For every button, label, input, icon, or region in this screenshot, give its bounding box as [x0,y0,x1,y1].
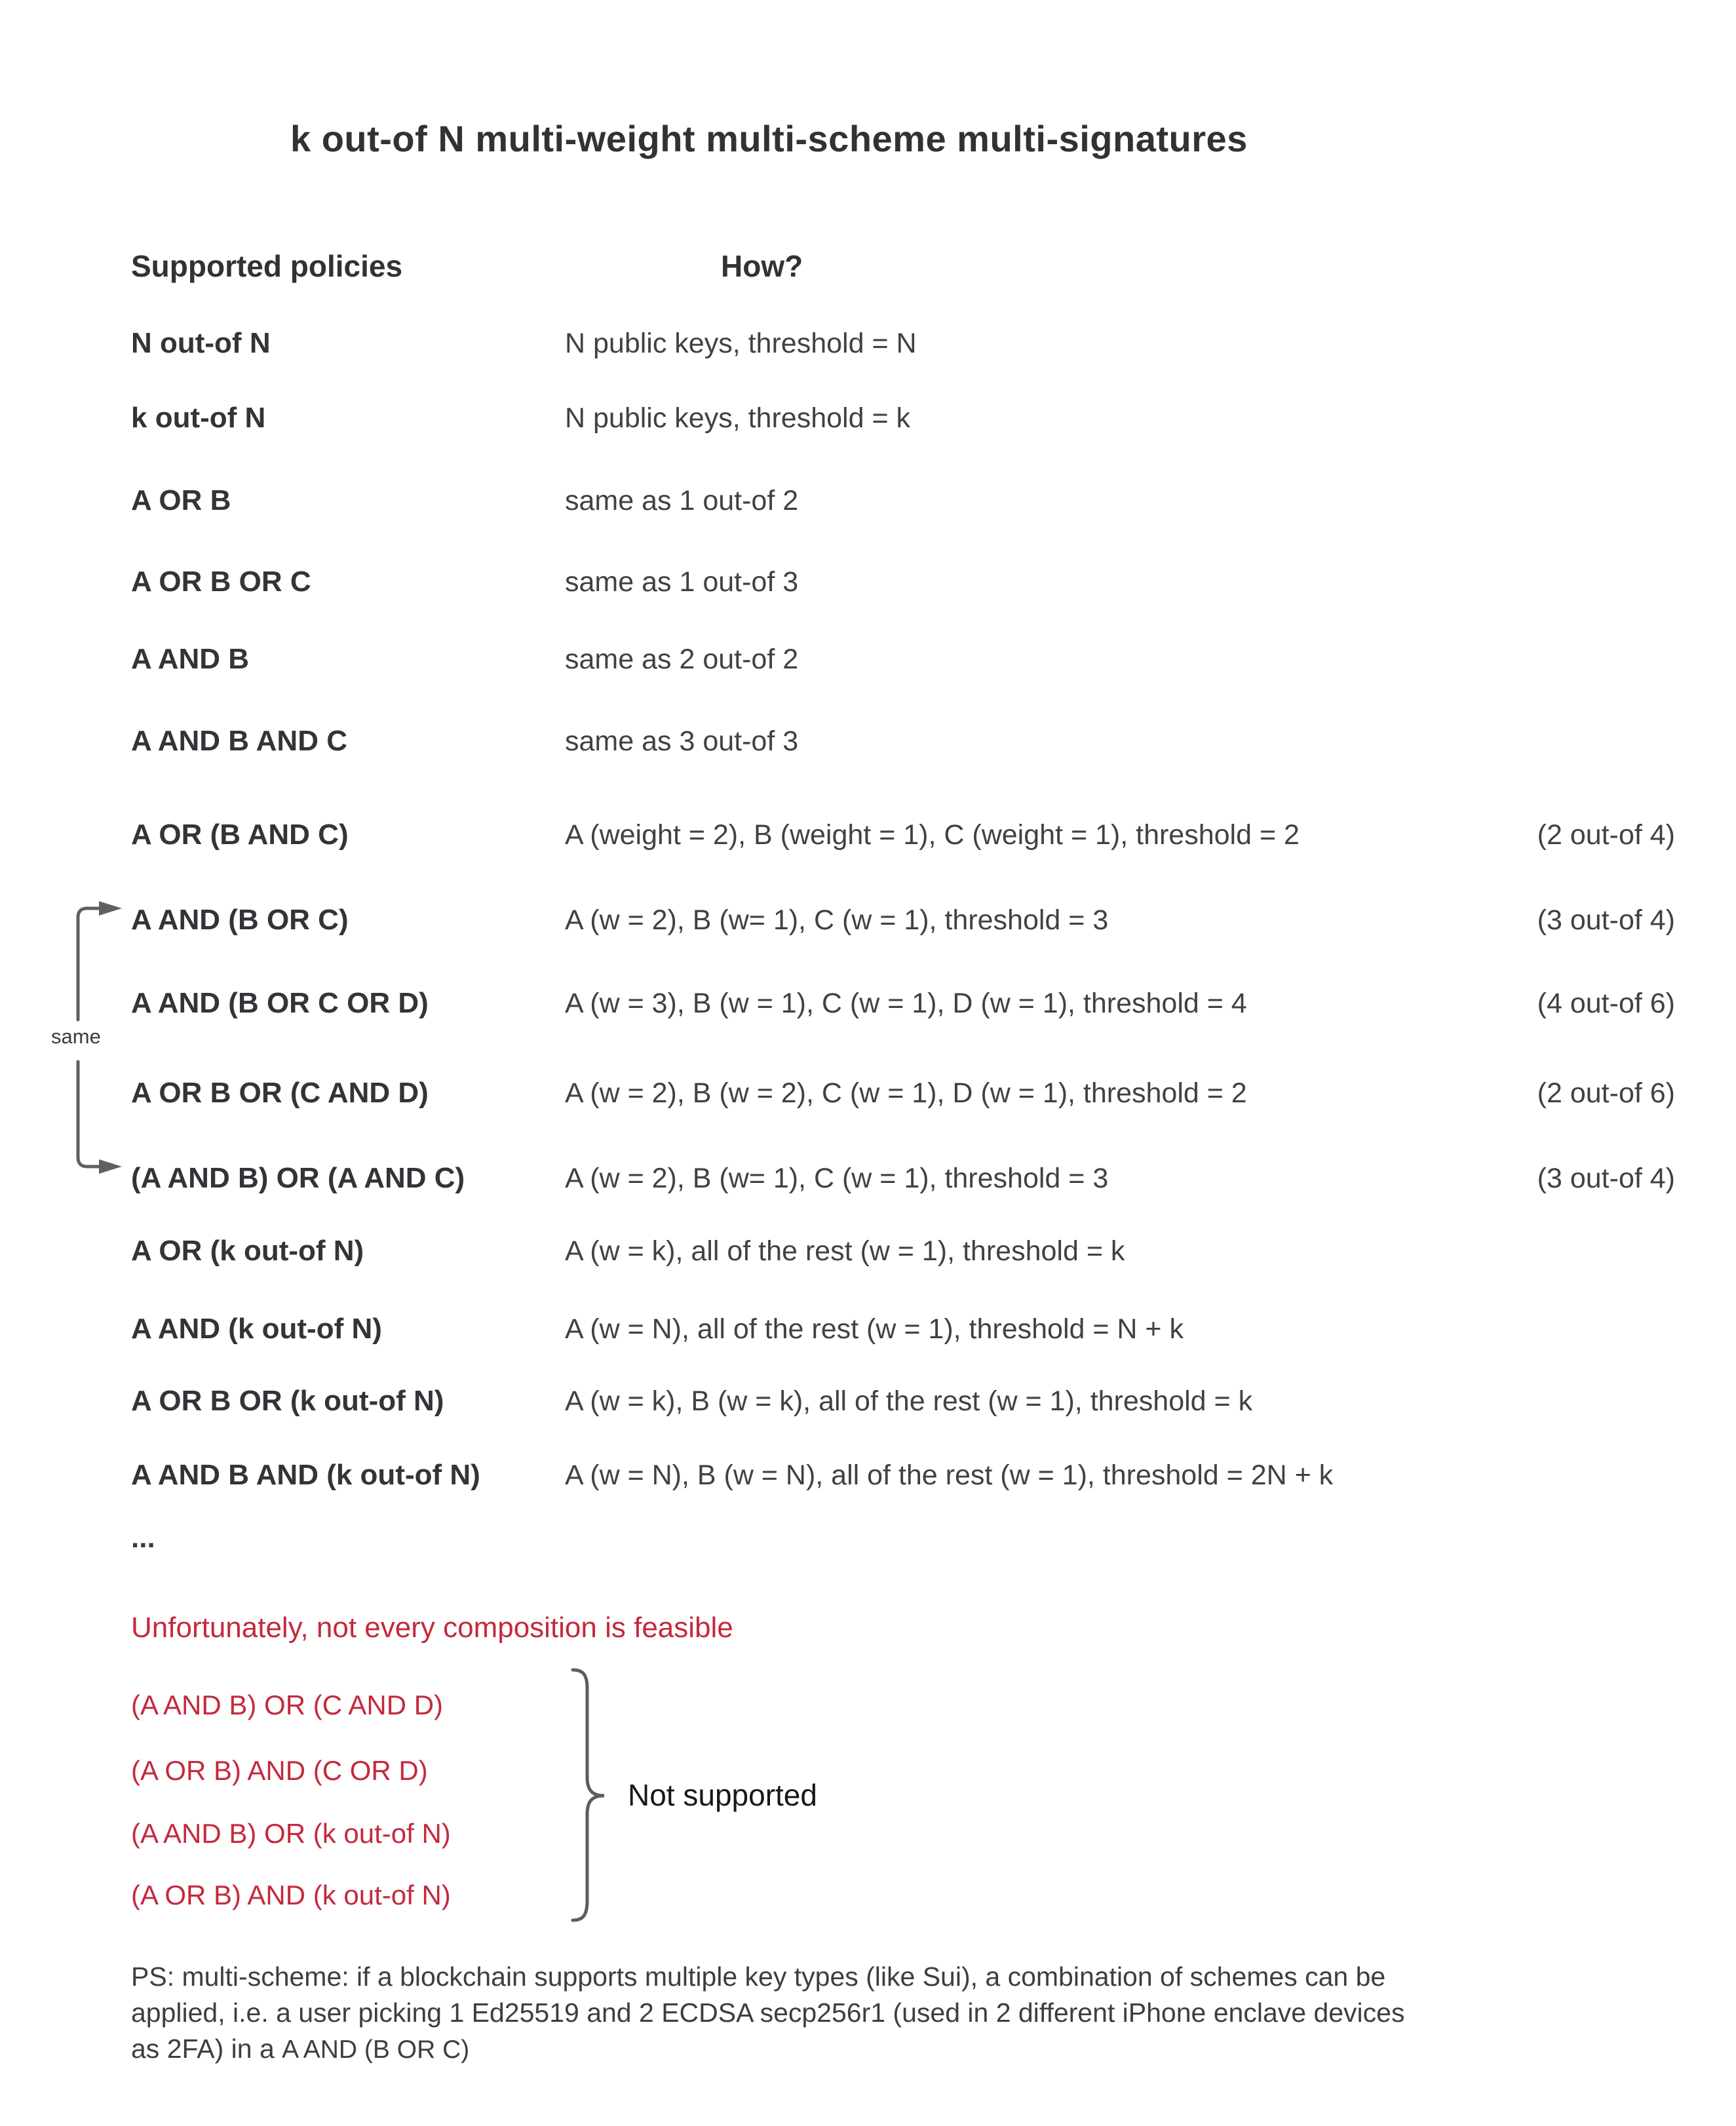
policy-label: N out-of N [131,327,271,359]
table-row [0,1077,1736,1116]
not-supported-label: Not supported [628,1778,817,1812]
how-text: A (weight = 2), B (weight = 1), C (weight = 1), threshold = 2 [565,819,1300,851]
ellipsis: ... [131,1522,155,1554]
how-text: same as 3 out-of 3 [565,725,799,757]
out-of-note: (2 out-of 6) [1537,1077,1675,1109]
policy-label: A AND B AND (k out-of N) [131,1459,480,1491]
policy-label: A AND (B OR C OR D) [131,987,429,1019]
ps-line: applied, i.e. a user picking 1 Ed25519 and 2 ECDSA secp256r1 (used in 2 different iPhone enclave devices [131,1998,1405,2028]
table-row [0,402,1736,441]
infeasible-heading: Unfortunately, not every composition is feasible [131,1612,733,1644]
policy-label: A OR B OR C [131,566,311,598]
how-text: same as 1 out-of 3 [565,566,799,598]
how-text: N public keys, threshold = k [565,402,911,434]
how-text: A (w = N), B (w = N), all of the rest (w = 1), threshold = 2N + k [565,1459,1334,1491]
table-row [0,1162,1736,1201]
ps-note [131,1959,1404,2068]
how-text: A (w = k), B (w = k), all of the rest (w = 1), threshold = k [565,1385,1253,1417]
table-row [0,1385,1736,1424]
ps-line3-prefix: as 2FA) in a [131,2034,282,2064]
arrowhead-bottom [99,1159,122,1174]
curly-brace [568,1667,615,1924]
infeasible-item: (A OR B) AND (C OR D) [131,1755,428,1786]
table-row [0,904,1736,943]
how-text: N public keys, threshold = N [565,328,917,359]
same-label: same [48,1024,104,1050]
table-row [0,819,1736,858]
how-text: A (w = N), all of the rest (w = 1), threshold = N + k [565,1313,1184,1345]
ps-line: PS: multi-scheme: if a blockchain supports multiple key types (like Sui), a combination of schemes can be [131,1962,1386,1992]
page-title: k out-of N multi-weight multi-scheme multi-signatures [290,118,1248,159]
out-of-note: (3 out-of 4) [1537,904,1675,936]
how-text: A (w = 2), B (w= 1), C (w = 1), threshold = 3 [565,904,1109,936]
table-row [0,566,1736,605]
table-row [0,643,1736,682]
out-of-note: (2 out-of 4) [1537,819,1675,851]
out-of-note: (4 out-of 6) [1537,988,1675,1019]
policy-label: A OR B [131,484,231,516]
policy-label: A AND (k out-of N) [131,1313,382,1345]
policy-label: A AND B AND C [131,725,347,757]
table-row [0,725,1736,764]
how-text: A (w = 2), B (w= 1), C (w = 1), threshold = 3 [565,1163,1109,1194]
policy-label: k out-of N [131,402,266,434]
table-row [0,1459,1736,1498]
policy-label: (A AND B) OR (A AND C) [131,1162,465,1194]
how-text: same as 2 out-of 2 [565,644,799,675]
policy-label: A OR (B AND C) [131,819,349,851]
arrowhead-top [99,901,122,916]
table-row [0,1313,1736,1352]
ps-policy-code: A AND (B OR C) [282,2036,470,2064]
table-row [0,987,1736,1026]
column-header-how: How? [721,249,803,283]
out-of-note: (3 out-of 4) [1537,1163,1675,1194]
how-text: A (w = 2), B (w = 2), C (w = 1), D (w = 1), threshold = 2 [565,1077,1247,1109]
policy-label: A AND (B OR C) [131,904,349,936]
infeasible-item: (A AND B) OR (C AND D) [131,1690,444,1720]
how-text: A (w = k), all of the rest (w = 1), threshold = k [565,1235,1125,1267]
how-text: A (w = 3), B (w = 1), C (w = 1), D (w = 1), threshold = 4 [565,988,1247,1019]
table-row [0,327,1736,366]
policy-label: A OR B OR (k out-of N) [131,1385,444,1417]
ps-line [131,2031,1404,2068]
how-text: same as 1 out-of 2 [565,485,799,516]
column-header-supported-policies: Supported policies [131,249,403,283]
policy-label: A AND B [131,643,250,675]
infeasible-item: (A OR B) AND (k out-of N) [131,1880,451,1910]
table-row [0,1235,1736,1274]
table-row [0,484,1736,524]
policy-label: A OR (k out-of N) [131,1235,364,1267]
policy-label: A OR B OR (C AND D) [131,1077,429,1109]
infeasible-item: (A AND B) OR (k out-of N) [131,1818,451,1849]
